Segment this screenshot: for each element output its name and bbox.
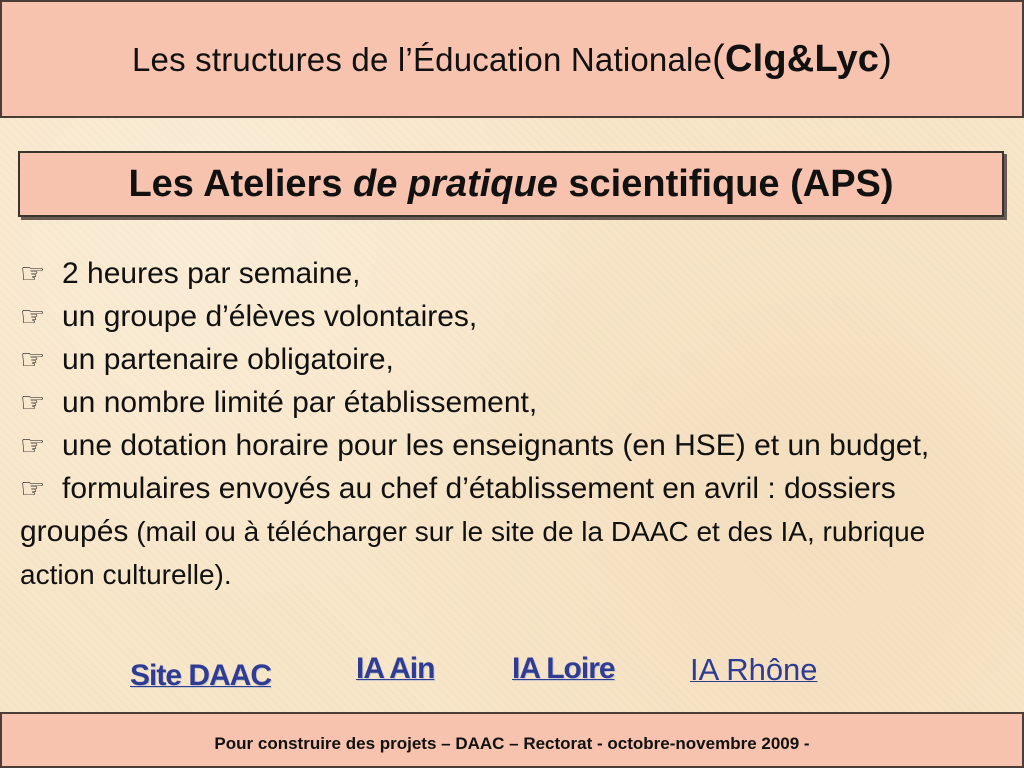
subtitle-box [18,151,1004,217]
link-site-daac[interactable]: Site DAAC [130,659,272,692]
list-item [20,338,995,381]
page-title-paren-open: ( [712,37,725,80]
link-ia-loire[interactable]: IA Loire [512,652,615,685]
page-title [132,38,892,81]
pointing-hand-icon: ☞ [20,258,46,289]
links-row [0,646,1024,702]
pointing-hand-icon: ☞ [20,430,46,461]
pointing-hand-icon: ☞ [20,344,46,375]
footer-text: Pour construire des projets – DAAC – Rectorat - octobre-novembre 2009 - [214,734,810,753]
footer-bar [0,712,1024,768]
subtitle-part1: Les Ateliers [128,162,354,205]
subtitle [128,163,893,206]
list-item-note: (mail ou à télécharger sur le site de la DAAC et des IA, rubrique action culturelle). [20,516,926,590]
page-title-abbr: Clg&Lyc [725,37,880,80]
list-item-text: formulaires envoyés au chef d’établissement en avril : dossiers groupés [20,472,896,548]
pointing-hand-icon: ☞ [20,301,46,332]
list-item [20,467,995,596]
bullet-list [20,252,995,596]
list-item [20,381,995,424]
header-bar [0,0,1024,118]
subtitle-italic: de pratique [353,162,558,205]
page-title-paren-close: ) [879,37,892,80]
list-item-text: une dotation horaire pour les enseignants (en HSE) et un budget, [62,429,930,462]
list-item [20,295,995,338]
link-ia-rhone[interactable]: IA Rhône [690,652,818,687]
list-item-text: un groupe d’élèves volontaires, [62,300,478,333]
link-ia-ain[interactable]: IA Ain [356,652,435,685]
list-item-text: un nombre limité par établissement, [62,386,538,419]
list-item [20,424,995,467]
list-item [20,252,995,295]
list-item-text: 2 heures par semaine, [62,257,361,290]
list-item-text: un partenaire obligatoire, [62,343,394,376]
page-title-main: Les structures de l’Éducation Nationale [132,40,713,78]
pointing-hand-icon: ☞ [20,387,46,418]
pointing-hand-icon: ☞ [20,473,46,504]
subtitle-part3: scientifique (APS) [557,162,894,205]
